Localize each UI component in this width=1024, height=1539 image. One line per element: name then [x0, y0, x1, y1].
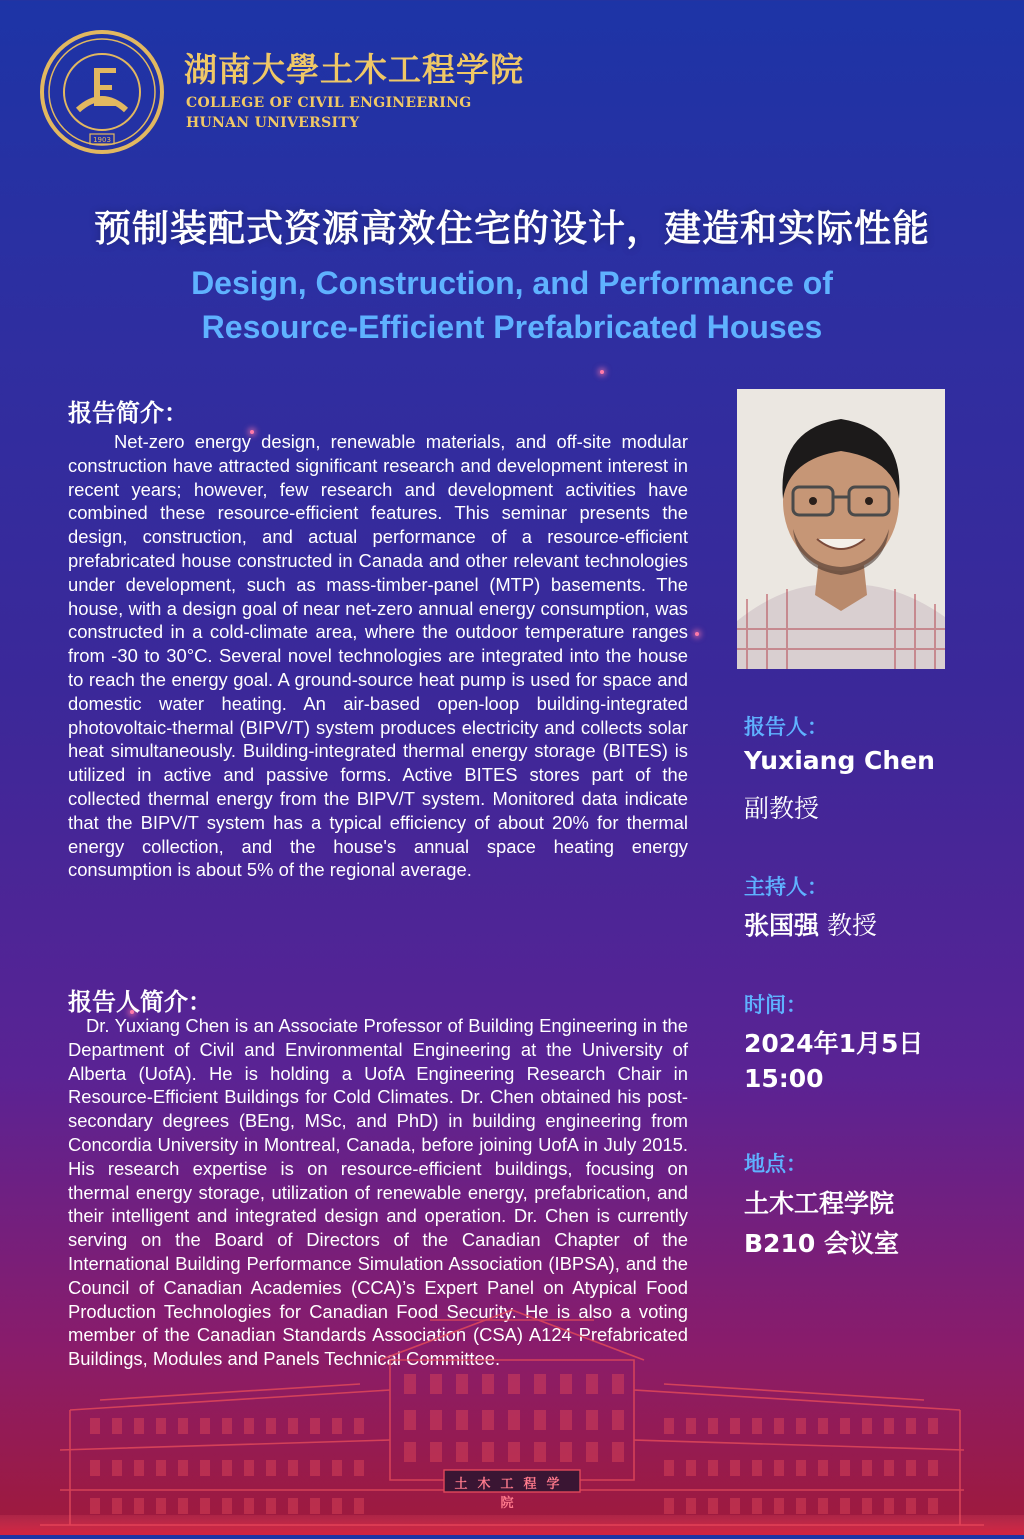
building-window: [560, 1374, 572, 1394]
building-window: [508, 1374, 520, 1394]
building-window: [430, 1442, 442, 1462]
building-window: [156, 1460, 166, 1476]
speaker-label: 报告人：: [744, 715, 828, 739]
building-window: [862, 1460, 872, 1476]
building-window: [200, 1460, 210, 1476]
building-window: [404, 1410, 416, 1430]
abstract-text: Net-zero energy design, renewable materials, and off-site modular construction have attracted significant research and development interest in recent years; however, few research and development activities have combined these resource-efficient features. This seminar presents the design, construction, and actual performance of a resource-efficient prefabricated house constructed in Canada and other relevant technologies under development, such as mass-timber-panel (MTP) basements. The house, with a design goal of near net-zero annual energy consumption, was constructed in a cold-climate area, where the outdoor temperature ranges from -30 to 30°C. Several novel technologies are integrated into the house to reach the energy goal. A ground-source heat pump is used for space and domestic water heating. An air-based open-loop building-integrated photovoltaic-thermal (BIPV/T) system produces electricity and collects solar heat simultaneously. Building-integrated thermal energy storage (BITES) is utilized in active and passive forms. Active BITES stores part of the collected thermal energy from the BIPV/T system. Monitored data indicate that the BIPV/T system has a typical efficiency of about 20% for thermal energy collection, and the house's annual space heating energy consumption is about 5% of the regional average.: [68, 431, 688, 881]
building-window: [332, 1498, 342, 1514]
building-window: [310, 1418, 320, 1434]
building-window: [354, 1418, 364, 1434]
building-window: [178, 1498, 188, 1514]
building-window: [686, 1418, 696, 1434]
building-window: [534, 1410, 546, 1430]
venue-label: 地点：: [744, 1152, 807, 1176]
building-window: [244, 1460, 254, 1476]
building-window: [310, 1460, 320, 1476]
building-window: [686, 1498, 696, 1514]
building-window: [456, 1374, 468, 1394]
host-rank: 教授: [826, 911, 877, 940]
host-name: 张国强: [744, 911, 820, 940]
building-window: [586, 1374, 598, 1394]
building-window: [818, 1498, 828, 1514]
building-window: [560, 1410, 572, 1430]
building-window: [774, 1418, 784, 1434]
building-window: [796, 1460, 806, 1476]
bio-text: Dr. Yuxiang Chen is an Associate Professor of Building Engineering in the Department of Civil and Environmental Engineering at the University of Alberta (UofA). He is holding a UofA Engineering Research Chair in Resource-Efficient Buildings for Cold Climates. Dr. Chen obtained his post-secondary degrees (BEng, MSc, and PhD) in building engineering from Concordia University in Montreal, Canada, before joining UofA in July 2015. His research expertise is on resource-efficient buildings, focusing on thermal energy storage, utilization of renewable energy, prefabrication, and their intelligent and integrated design and operation. Dr. Chen is currently serving on the Board of Directors of the Canadian Chapter of the International Building Performance Simulation Association (IBPSA), and the Council of Canadian Academies (CCA)’s Expert Panel on Atypical Food Production Technologies for Canadian Food Security. He is also a voting member of the Canadian Standards Association (CSA) A124 Prefabricated Buildings, Modules and Panels Technical Committee.: [68, 1015, 688, 1370]
building-window: [906, 1418, 916, 1434]
building-window: [112, 1418, 122, 1434]
building-window: [906, 1498, 916, 1514]
building-window: [664, 1498, 674, 1514]
sparkle: [600, 370, 604, 374]
building-window: [266, 1498, 276, 1514]
building-window: [404, 1442, 416, 1462]
building-window: [404, 1374, 416, 1394]
seminar-title-cn: 预制装配式资源高效住宅的设计，建造和实际性能: [94, 207, 930, 250]
building-window: [796, 1418, 806, 1434]
abstract-heading: 报告简介：: [68, 399, 188, 427]
college-name-en-line2: HUNAN UNIVERSITY: [186, 115, 360, 131]
building-window: [708, 1460, 718, 1476]
college-name-en: [186, 93, 471, 133]
building-window: [796, 1498, 806, 1514]
building-window: [708, 1498, 718, 1514]
building-window: [456, 1442, 468, 1462]
building-window: [586, 1442, 598, 1462]
building-window: [586, 1410, 598, 1430]
building-window: [222, 1418, 232, 1434]
host-line: [744, 906, 877, 942]
seminar-title-en: [0, 261, 1024, 349]
time-label: 时间：: [744, 993, 807, 1017]
building-window: [90, 1418, 100, 1434]
time-hour: 15:00: [744, 1064, 824, 1093]
building-window: [266, 1418, 276, 1434]
building-window: [534, 1374, 546, 1394]
building-window: [134, 1418, 144, 1434]
college-name-en-line1: COLLEGE OF CIVIL ENGINEERING: [186, 95, 472, 111]
university-seal-logo: [38, 28, 166, 156]
building-window: [354, 1460, 364, 1476]
building-window: [730, 1498, 740, 1514]
building-window: [112, 1460, 122, 1476]
building-window: [332, 1418, 342, 1434]
building-window: [612, 1442, 624, 1462]
building-window: [430, 1410, 442, 1430]
building-window: [560, 1442, 572, 1462]
building-window: [730, 1418, 740, 1434]
building-window: [612, 1410, 624, 1430]
building-window: [200, 1418, 210, 1434]
building-window: [752, 1460, 762, 1476]
speaker-rank: 副教授: [744, 794, 820, 823]
building-window: [686, 1460, 696, 1476]
building-window: [134, 1498, 144, 1514]
building-window: [818, 1460, 828, 1476]
building-window: [884, 1498, 894, 1514]
building-window: [90, 1498, 100, 1514]
building-window: [928, 1460, 938, 1476]
building-window: [884, 1418, 894, 1434]
building-window: [156, 1418, 166, 1434]
building-window: [862, 1418, 872, 1434]
building-window: [508, 1410, 520, 1430]
building-illustration: [0, 1290, 1024, 1535]
building-window: [332, 1460, 342, 1476]
building-window: [612, 1374, 624, 1394]
building-window: [730, 1460, 740, 1476]
building-window: [200, 1498, 210, 1514]
building-window: [534, 1442, 546, 1462]
building-window: [928, 1498, 938, 1514]
building-window: [244, 1498, 254, 1514]
abstract-body: [68, 430, 688, 882]
building-window: [928, 1418, 938, 1434]
speaker-name: Yuxiang Chen: [744, 746, 935, 775]
speaker-photo: [737, 389, 945, 669]
building-window: [906, 1460, 916, 1476]
sparkle: [695, 632, 699, 636]
building-window: [134, 1460, 144, 1476]
building-window: [244, 1418, 254, 1434]
building-window: [112, 1498, 122, 1514]
time-date: 2024年1月5日: [744, 1029, 924, 1058]
building-window: [840, 1418, 850, 1434]
building-window: [752, 1418, 762, 1434]
building-window: [430, 1374, 442, 1394]
venue-line1: 土木工程学院: [744, 1189, 895, 1218]
building-window: [664, 1460, 674, 1476]
building-sign: 土木工程学院: [454, 1477, 570, 1511]
building-window: [178, 1460, 188, 1476]
building-window: [222, 1460, 232, 1476]
seminar-title-en-line2: Resource-Efficient Prefabricated Houses: [201, 309, 823, 345]
building-window: [482, 1442, 494, 1462]
building-window: [90, 1460, 100, 1476]
building-window: [354, 1498, 364, 1514]
building-window: [178, 1418, 188, 1434]
building-window: [708, 1418, 718, 1434]
svg-text:1903: 1903: [93, 136, 111, 144]
venue-line2: B210 会议室: [744, 1229, 899, 1258]
building-window: [664, 1418, 674, 1434]
college-name-cn: 湖南大學土木工程学院: [184, 50, 524, 89]
building-window: [288, 1498, 298, 1514]
seminar-title-en-line1: Design, Construction, and Performance of: [191, 265, 833, 301]
building-window: [266, 1460, 276, 1476]
building-window: [482, 1374, 494, 1394]
building-window: [840, 1460, 850, 1476]
building-window: [310, 1498, 320, 1514]
bio-heading: 报告人简介：: [68, 988, 212, 1016]
building-window: [774, 1498, 784, 1514]
building-window: [862, 1498, 872, 1514]
building-window: [222, 1498, 232, 1514]
building-window: [818, 1418, 828, 1434]
building-window: [884, 1460, 894, 1476]
building-window: [840, 1498, 850, 1514]
host-label: 主持人：: [744, 875, 828, 899]
building-window: [752, 1498, 762, 1514]
building-window: [456, 1410, 468, 1430]
building-window: [288, 1418, 298, 1434]
building-window: [288, 1460, 298, 1476]
building-window: [774, 1460, 784, 1476]
building-window: [156, 1498, 166, 1514]
building-window: [508, 1442, 520, 1462]
building-window: [482, 1410, 494, 1430]
